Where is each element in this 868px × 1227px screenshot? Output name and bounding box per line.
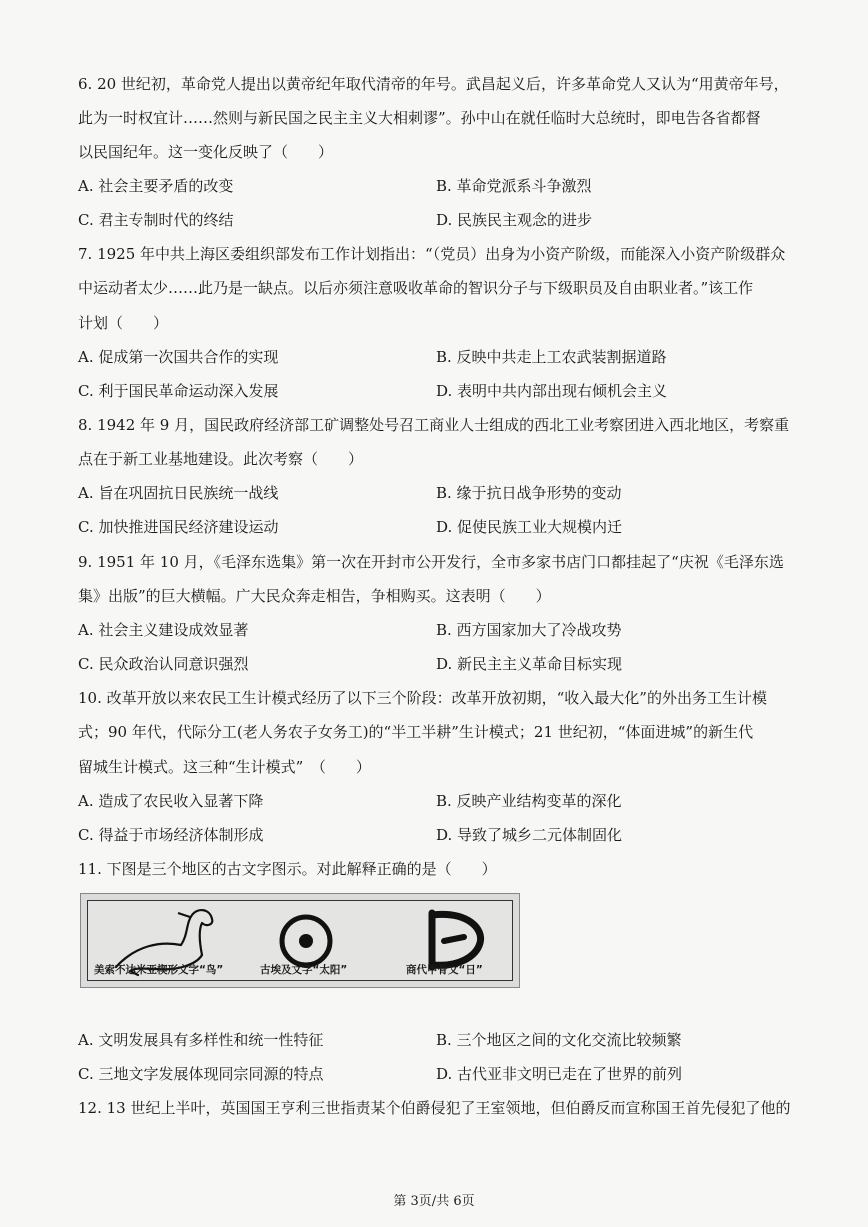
q6-stem-line-1: 6. 20 世纪初，革命党人提出以黄帝纪年取代清帝的年号。武昌起义后，许多革命党人又认为“用黄帝年号， xyxy=(78,75,789,93)
q8-option-c[interactable]: C. 加快推进国民经济建设运动 xyxy=(78,518,279,536)
q7-option-d[interactable]: D. 表明中共内部出现右倾机会主义 xyxy=(436,382,668,400)
q7-option-a[interactable]: A. 促成第一次国共合作的实现 xyxy=(78,348,279,366)
q10-stem-line-1: 10. 改革开放以来农民工生计模式经历了以下三个阶段：改革开放初期，“收入最大化”的外出务工生计模 xyxy=(78,689,767,707)
q9-option-b[interactable]: B. 西方国家加大了冷战攻势 xyxy=(436,621,622,639)
caption-shang: 商代甲骨文“日” xyxy=(406,964,483,976)
q7-stem-line-1: 7. 1925 年中共上海区委组织部发布工作计划指出：“（党员）出身为小资产阶级，而能深入小资产阶级群众 xyxy=(78,245,786,263)
q7-stem-line-2: 中运动者太少……此乃是一缺点。以后亦须注意吸收革命的智识分子与下级职员及自由职业者。”该工作 xyxy=(78,279,754,297)
q10-option-a[interactable]: A. 造成了农民收入显著下降 xyxy=(78,792,264,810)
q11-option-d[interactable]: D. 古代亚非文明已走在了世界的前列 xyxy=(436,1065,683,1083)
q11-option-a[interactable]: A. 文明发展具有多样性和统一性特征 xyxy=(78,1031,324,1049)
sun-glyph-icon xyxy=(276,911,336,971)
q6-stem-line-2: 此为一时权宜计……然则与新民国之民主主义大相刺谬”。孙中山在就任临时大总统时，即电告各省都督 xyxy=(78,109,761,127)
q12-stem-line-1: 12. 13 世纪上半叶，英国国王亨利三世指责某个伯爵侵犯了王室领地，但伯爵反而宣称国王首先侵犯了他的 xyxy=(78,1099,791,1117)
q10-stem-line-3: 留城生计模式。这三种“生计模式” （ ） xyxy=(78,758,371,776)
q6-option-a[interactable]: A. 社会主要矛盾的改变 xyxy=(78,177,234,195)
q9-stem-line-1: 9. 1951 年 10 月，《毛泽东选集》第一次在开封市公开发行，全市多家书店门口都挂起了“庆祝《毛泽东选 xyxy=(78,553,784,571)
q7-stem-line-3: 计划（ ） xyxy=(78,314,169,332)
q11-option-b[interactable]: B. 三个地区之间的文化交流比较频繁 xyxy=(436,1031,682,1049)
page-footer: 第 3页/共 6页 xyxy=(393,1194,475,1209)
q9-option-d[interactable]: D. 新民主主义革命目标实现 xyxy=(436,655,623,673)
q9-stem-line-2: 集》出版”的巨大横幅。广大民众奔走相告，争相购买。这表明（ ） xyxy=(78,587,551,605)
q9-option-a[interactable]: A. 社会主义建设成效显著 xyxy=(78,621,249,639)
q10-option-c[interactable]: C. 得益于市场经济体制形成 xyxy=(78,826,264,844)
q9-option-c[interactable]: C. 民众政治认同意识强烈 xyxy=(78,655,249,673)
q8-stem-line-1: 8. 1942 年 9 月，国民政府经济部工矿调整处号召工商业人士组成的西北工业考察团进入西北地区，考察重 xyxy=(78,416,790,434)
q8-option-a[interactable]: A. 旨在巩固抗日民族统一战线 xyxy=(78,484,279,502)
q11-option-c[interactable]: C. 三地文字发展体现同宗同源的特点 xyxy=(78,1065,324,1083)
q6-option-b[interactable]: B. 革命党派系斗争激烈 xyxy=(436,177,592,195)
caption-egypt: 古埃及文字“太阳” xyxy=(260,964,348,976)
q8-option-b[interactable]: B. 缘于抗日战争形势的变动 xyxy=(436,484,622,502)
figure-frame xyxy=(87,900,513,981)
q8-stem-line-2: 点在于新工业基地建设。此次考察（ ） xyxy=(78,450,364,468)
q8-option-d[interactable]: D. 促使民族工业大规模内迁 xyxy=(436,518,623,536)
q7-option-c[interactable]: C. 利于国民革命运动深入发展 xyxy=(78,382,279,400)
q6-option-d[interactable]: D. 民族民主观念的进步 xyxy=(436,211,593,229)
caption-mesopotamia: 美索不达米亚楔形文字“鸟” xyxy=(94,964,224,976)
q7-option-b[interactable]: B. 反映中共走上工农武装割据道路 xyxy=(436,348,667,366)
q10-option-b[interactable]: B. 反映产业结构变革的深化 xyxy=(436,792,622,810)
q6-option-c[interactable]: C. 君主专制时代的终结 xyxy=(78,211,234,229)
ancient-scripts-figure xyxy=(80,893,520,988)
q10-option-d[interactable]: D. 导致了城乡二元体制固化 xyxy=(436,826,623,844)
q11-stem-line-1: 11. 下图是三个地区的古文字图示。对此解释正确的是（ ） xyxy=(78,860,497,878)
q10-stem-line-2: 式；90 年代，代际分工(老人务农子女务工)的“半工半耕”生计模式；21 世纪初，“体面进城”的新生代 xyxy=(78,723,754,741)
q6-stem-line-3: 以民国纪年。这一变化反映了（ ） xyxy=(78,143,334,161)
